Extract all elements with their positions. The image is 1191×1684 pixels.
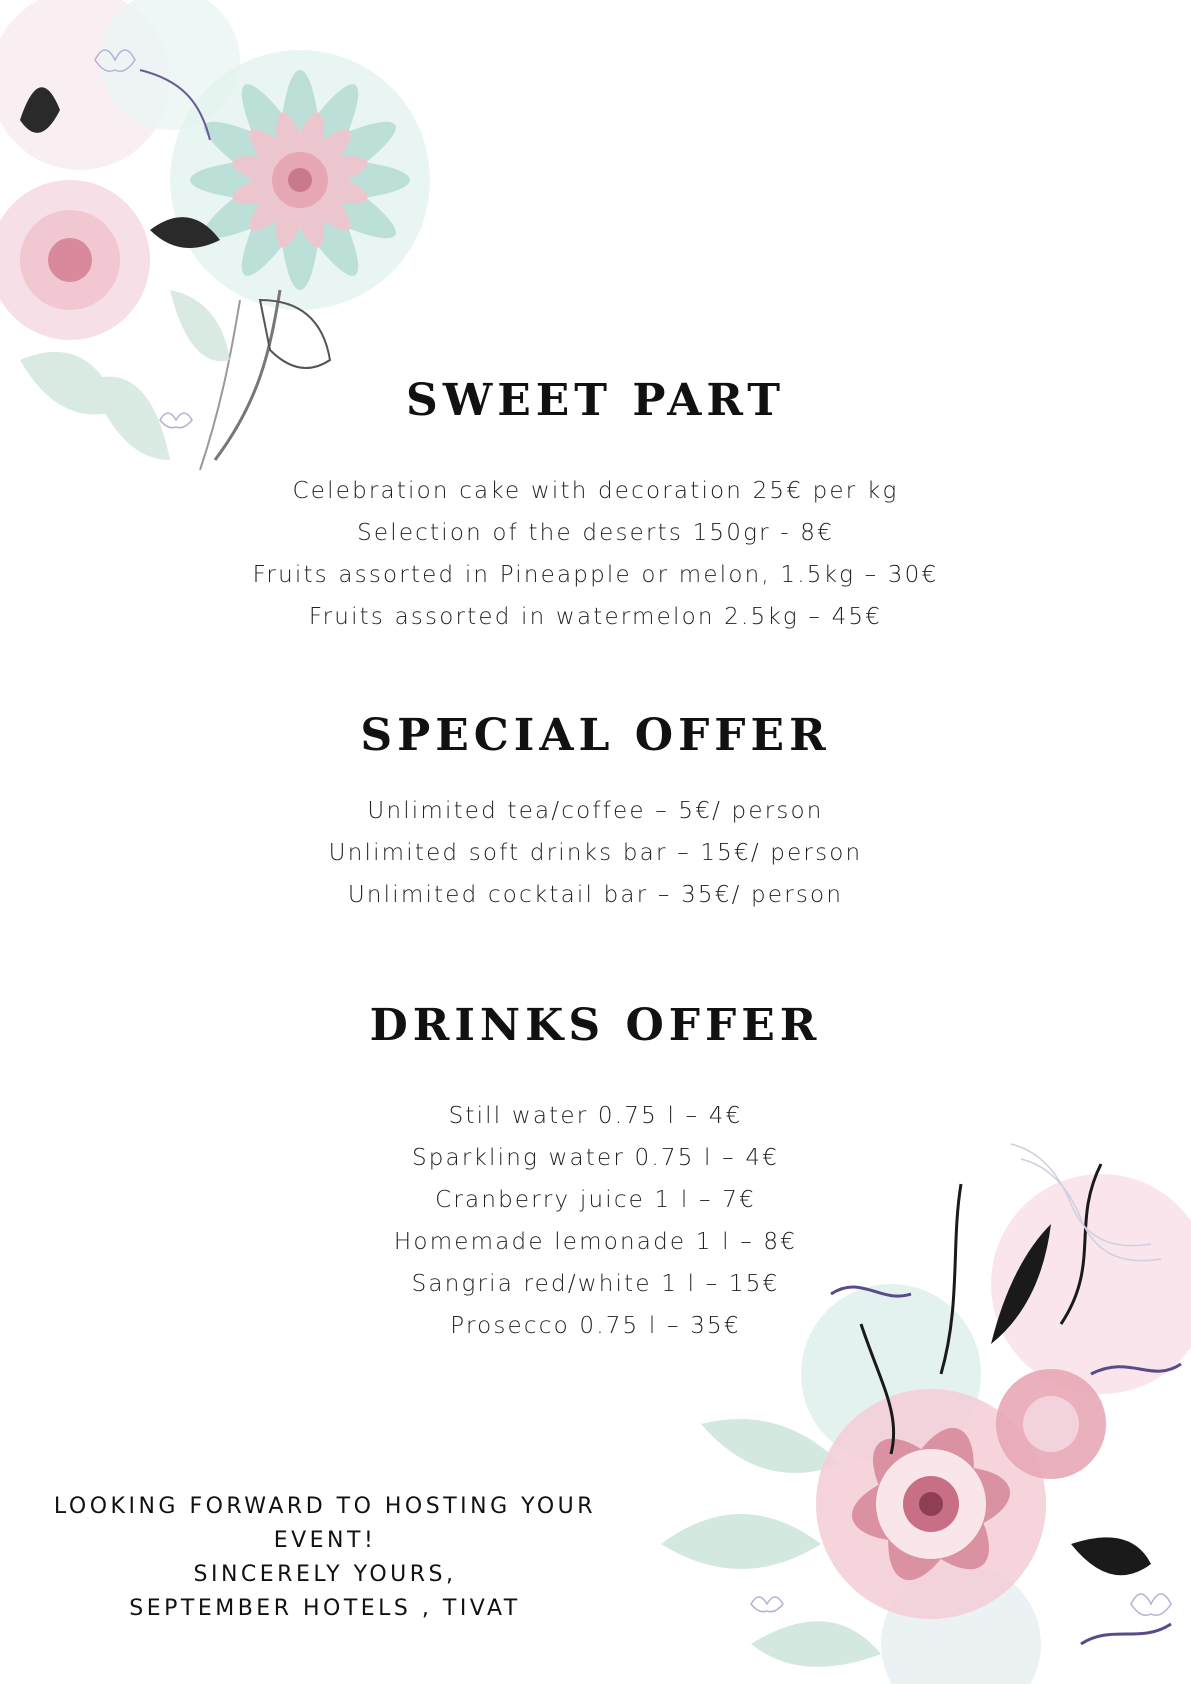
menu-item: Fruits assorted in Pineapple or melon, 1.5kg – 30€ (252, 562, 939, 588)
menu-item: Still water 0.75 l – 4€ (448, 1103, 743, 1129)
menu-item: Unlimited tea/coffee – 5€/ person (367, 798, 824, 824)
sweet-part-section-heading (0, 375, 1191, 426)
special-offer-section-heading (0, 710, 1191, 761)
menu-item: Unlimited soft drinks bar – 15€/ person (328, 840, 863, 866)
menu-item: Homemade lemonade 1 l – 8€ (393, 1229, 798, 1255)
closing-line: SEPTEMBER HOTELS , TIVAT (129, 1596, 521, 1621)
special-offer-heading: SPECIAL OFFER (360, 710, 831, 761)
special-offer-list (0, 790, 1191, 916)
menu-item: Celebration cake with decoration 25€ per kg (292, 478, 899, 504)
floral-decoration-top-left (0, 0, 460, 520)
sweet-part-heading: SWEET PART (406, 375, 785, 426)
closing-message (0, 1490, 650, 1626)
drinks-offer-section-heading (0, 1000, 1191, 1051)
menu-item: Unlimited cocktail bar – 35€/ person (347, 882, 844, 908)
menu-item: Selection of the deserts 150gr - 8€ (357, 520, 834, 546)
closing-line: EVENT! (273, 1528, 377, 1553)
menu-item: Sangria red/white 1 l – 15€ (411, 1271, 780, 1297)
menu-item: Prosecco 0.75 l – 35€ (450, 1313, 741, 1339)
closing-line: LOOKING FORWARD TO HOSTING YOUR (53, 1494, 597, 1519)
sweet-part-list (0, 470, 1191, 638)
drinks-offer-list (0, 1095, 1191, 1347)
menu-item: Cranberry juice 1 l – 7€ (435, 1187, 756, 1213)
menu-item: Fruits assorted in watermelon 2.5kg – 45€ (308, 604, 883, 630)
closing-line: SINCERELY YOURS, (193, 1562, 457, 1587)
drinks-offer-heading: DRINKS OFFER (369, 1000, 822, 1051)
menu-item: Sparkling water 0.75 l – 4€ (411, 1145, 780, 1171)
